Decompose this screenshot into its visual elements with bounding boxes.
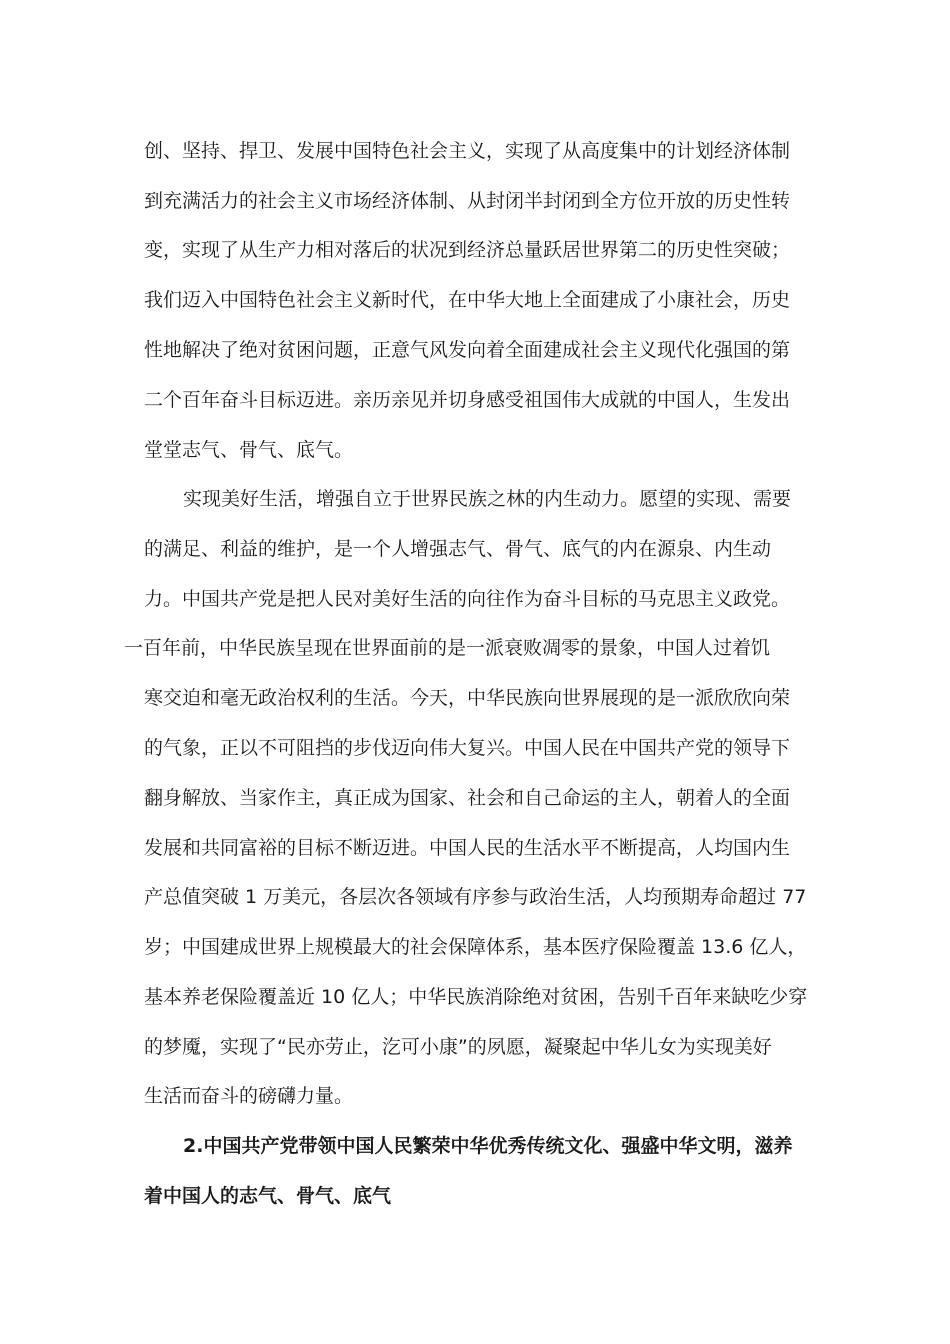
text-line: 我们迈入中国特色社会主义新时代，在中华大地上全面建成了小康社会，历史 [144,289,791,311]
text-line: 产总值突破 1 万美元，各层次各领域有序参与政治生活，人均预期寿命超过 77 [144,886,807,908]
text-line: 力。中国共产党是把人民对美好生活的向往作为奋斗目标的马克思主义政党。 [144,588,791,610]
text-line: 性地解决了绝对贫困问题，正意气风发向着全面建成社会主义现代化强国的第 [144,339,791,361]
text-line: 生活而奋斗的磅礴力量。 [144,1085,354,1107]
heading-line: 着中国人的志气、骨气、底气 [144,1185,392,1207]
text-line: 的气象，正以不可阻挡的步伐迈向伟大复兴。中国人民在中国共产党的领导下 [144,737,791,759]
text-line: 变，实现了从生产力相对落后的状况到经济总量跃居世界第二的历史性突破； [144,239,791,261]
text-line: 的梦魇，实现了“民亦劳止，汔可小康”的夙愿，凝聚起中华儿女为实现美好 [144,1036,772,1058]
text-line: 一百年前，中华民族呈现在世界面前的是一派衰败凋零的景象，中国人过着饥 [124,637,771,659]
text-line: 寒交迫和毫无政治权利的生活。今天，中华民族向世界展现的是一派欣欣向荣 [144,687,791,709]
text-line: 翻身解放、当家作主，真正成为国家、社会和自己命运的主人，朝着人的全面 [144,787,791,809]
text-line: 岁；中国建成世界上规模最大的社会保障体系，基本医疗保险覆盖 13.6 亿人， [144,936,807,958]
text-line: 堂堂志气、骨气、底气。 [144,439,354,461]
text-line: 创、坚持、捍卫、发展中国特色社会主义，实现了从高度集中的计划经济体制 [144,140,791,162]
heading-line: 2.中国共产党带领中国人民繁荣中华优秀传统文化、强盛中华文明，滋养 [183,1135,793,1157]
text-line: 发展和共同富裕的目标不断迈进。中国人民的生活水平不断提高，人均国内生 [144,837,791,859]
text-line: 基本养老保险覆盖近 10 亿人；中华民族消除绝对贫困，告别千百年来缺吃少穿 [144,986,808,1008]
text-line: 的满足、利益的维护，是一个人增强志气、骨气、底气的内在源泉、内生动 [144,538,772,560]
text-line: 到充满活力的社会主义市场经济体制、从封闭半封闭到全方位开放的历史性转 [144,190,791,212]
text-line: 实现美好生活，增强自立于世界民族之林的内生动力。愿望的实现、需要 [183,488,792,510]
text-line: 二个百年奋斗目标迈进。亲历亲见并切身感受祖国伟大成就的中国人，生发出 [144,389,791,411]
